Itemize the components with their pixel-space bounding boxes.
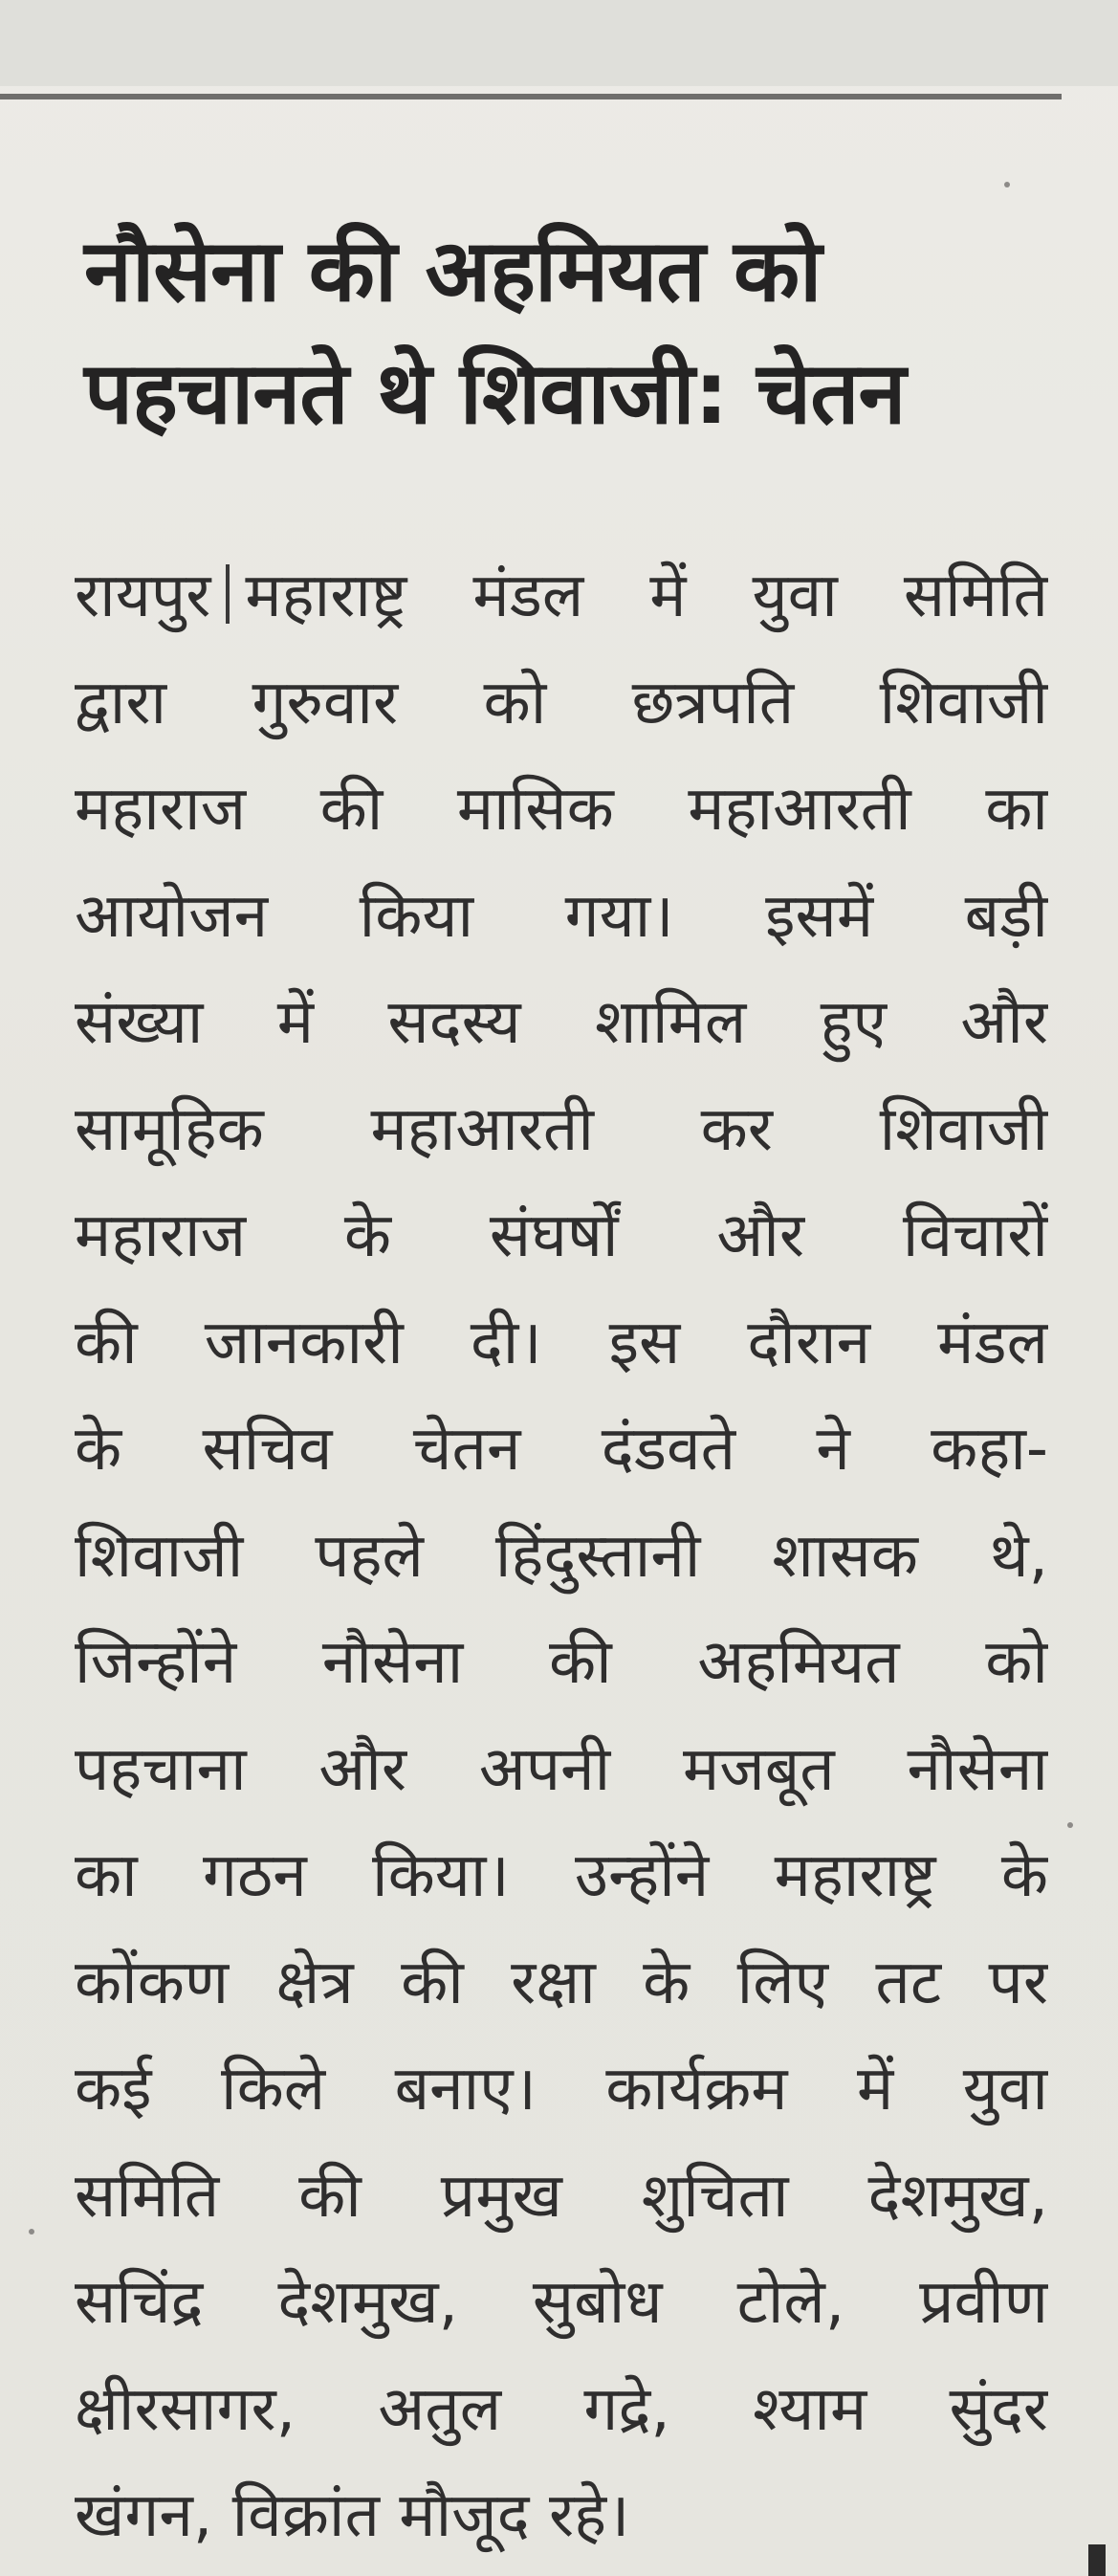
article-line-10: शिवाजी पहले हिंदुस्तानी शासक थे, [75, 1520, 1048, 1592]
paper-speck [1067, 1822, 1073, 1828]
article-line-14: कोंकण क्षेत्र की रक्षा के लिए तट पर [75, 1947, 1048, 2018]
article-line-2: द्वारा गुरुवार को छत्रपति शिवाजी [75, 667, 1048, 738]
article-line-9: के सचिव चेतन दंडवते ने कहा- [75, 1414, 1048, 1485]
headline-line-2: पहचानते थे शिवाजी: चेतन [84, 343, 906, 444]
article-body [75, 543, 1048, 2570]
article-line-18: क्षीरसागर, अतुल गद्रे, श्याम सुंदर [75, 2373, 1048, 2445]
paper-speck [29, 2229, 34, 2235]
article-line-16: समिति की प्रमुख शुचिता देशमुख, [75, 2160, 1048, 2232]
article-line-17: सचिंद्र देशमुख, सुबोध टोले, प्रवीण [75, 2267, 1048, 2338]
adjacent-column-edge [1088, 2544, 1106, 2576]
article-line-13: का गठन किया। उन्होंने महाराष्ट्र के [75, 1840, 1048, 1911]
article-line-8: की जानकारी दी। इस दौरान मंडल [75, 1307, 1048, 1378]
article-line-7: महाराज के संघर्षों और विचारों [75, 1200, 1048, 1271]
article-line-3: महाराज की मासिक महाआरती का [75, 774, 1048, 845]
column-separator-rule [0, 94, 1062, 99]
article-line-1 [75, 543, 1048, 650]
article-line-5: संख्या में सदस्य शामिल हुए और [75, 987, 1048, 1058]
paper-speck [1004, 182, 1010, 187]
article-line-12: पहचाना और अपनी मजबूत नौसेना [75, 1733, 1048, 1805]
article-line-4: आयोजन किया गया। इसमें बड़ी [75, 880, 1048, 952]
article-line-15: कई किले बनाए। कार्यक्रम में युवा [75, 2054, 1048, 2125]
article-headline [84, 210, 1050, 455]
previous-article-edge [0, 0, 1118, 86]
headline-line-1: नौसेना की अहमियत को [84, 221, 822, 321]
article-line-6: सामूहिक महाआरती कर शिवाजी [75, 1093, 1048, 1165]
first-line-text: महाराष्ट्र मंडल में युवा समिति [245, 561, 1048, 631]
dateline-divider [226, 564, 230, 624]
dateline: रायपुर [75, 561, 211, 631]
article-line-19: खंगन, विक्रांत मौजूद रहे। [75, 2480, 630, 2551]
article-line-11: जिन्होंने नौसेना की अहमियत को [75, 1627, 1048, 1698]
